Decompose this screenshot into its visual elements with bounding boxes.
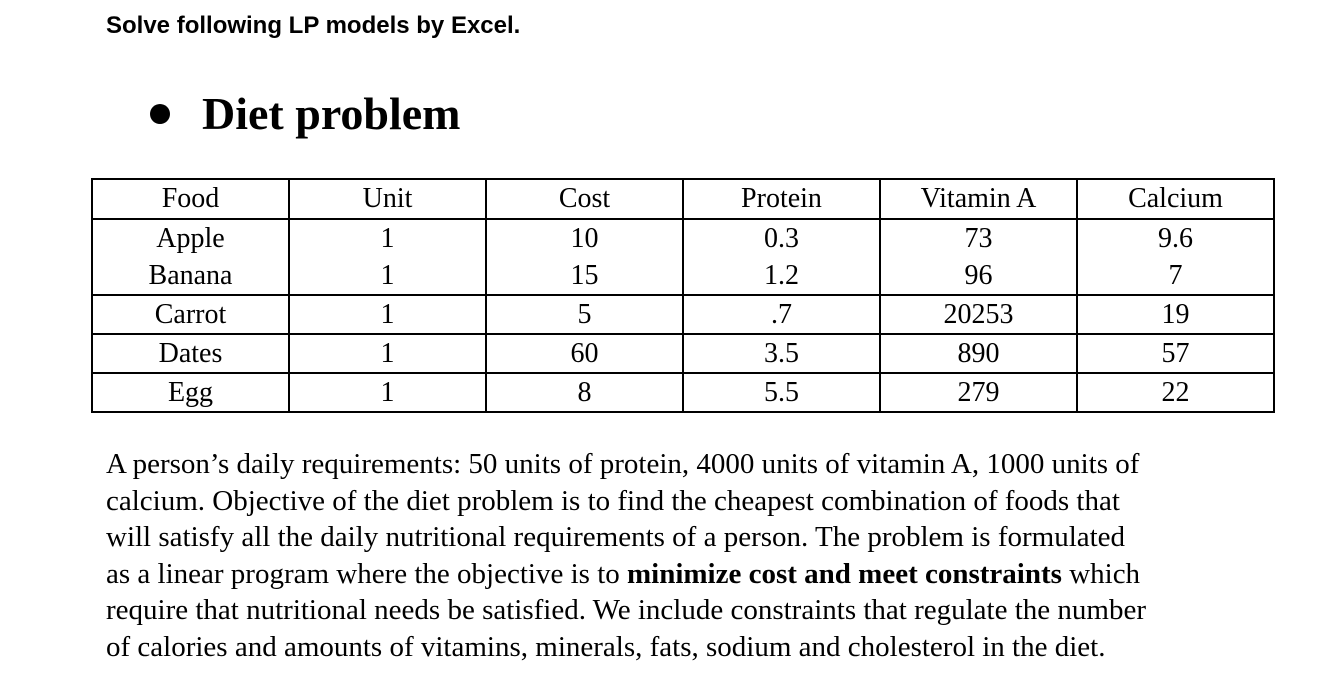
table-cell: 57 [1077, 334, 1274, 373]
bullet-dot-icon [150, 104, 170, 124]
table-row [92, 334, 1274, 373]
page-heading: Solve following LP models by Excel. [106, 12, 521, 39]
header-calcium: Calcium [1077, 179, 1274, 219]
table-cell: 5.5 [683, 373, 880, 412]
table-cell: 73 [880, 219, 1077, 257]
table-cell: 7 [1077, 257, 1274, 295]
header-protein: Protein [683, 179, 880, 219]
table-header-row [92, 179, 1274, 219]
bullet-title: Diet problem [202, 88, 461, 139]
table-row [92, 373, 1274, 412]
table-cell: 1 [289, 334, 486, 373]
paragraph-text: which [1061, 557, 1141, 590]
table-cell: 96 [880, 257, 1077, 295]
bullet-item [150, 84, 461, 144]
paragraph-text: as a linear program where the objective is to [106, 557, 627, 590]
table-cell: 10 [486, 219, 683, 257]
table-cell: 22 [1077, 373, 1274, 412]
table-cell: 60 [486, 334, 683, 373]
table-cell: 1 [289, 257, 486, 295]
table-cell: 0.3 [683, 219, 880, 257]
table-row [92, 295, 1274, 334]
table-cell: 8 [486, 373, 683, 412]
problem-description [106, 446, 1286, 665]
paragraph-line: A person’s daily requirements: 50 units of protein, 4000 units of vitamin A, 1000 units of [106, 448, 1140, 480]
table-cell: 1 [289, 295, 486, 334]
table-cell: Dates [92, 334, 289, 373]
table-cell: Banana [92, 257, 289, 295]
table-cell: Carrot [92, 295, 289, 334]
paragraph-line [106, 556, 1286, 593]
table-cell: 1 [289, 373, 486, 412]
table-cell: 5 [486, 295, 683, 334]
paragraph-line: of calories and amounts of vitamins, minerals, fats, sodium and cholesterol in the diet. [106, 630, 1106, 663]
header-vitamin-a: Vitamin A [880, 179, 1077, 219]
paragraph-line: require that nutritional needs be satisfied. We include constraints that regulate the number [106, 594, 1146, 626]
table-cell: 890 [880, 334, 1077, 373]
table-cell: 1.2 [683, 257, 880, 295]
table-row [92, 219, 1274, 257]
table-cell: 3.5 [683, 334, 880, 373]
header-unit: Unit [289, 179, 486, 219]
table-cell: Egg [92, 373, 289, 412]
table-cell: Apple [92, 219, 289, 257]
paragraph-emphasis: minimize cost and meet constraints [627, 557, 1062, 590]
header-cost: Cost [486, 179, 683, 219]
header-food: Food [92, 179, 289, 219]
table-cell: .7 [683, 295, 880, 334]
table-cell: 1 [289, 219, 486, 257]
table-cell: 279 [880, 373, 1077, 412]
paragraph-line: calcium. Objective of the diet problem is to find the cheapest combination of foods that [106, 484, 1120, 517]
table-cell: 20253 [880, 295, 1077, 334]
diet-table [91, 178, 1275, 413]
paragraph-line: will satisfy all the daily nutritional requirements of a person. The problem is formulated [106, 521, 1126, 553]
table-cell: 9.6 [1077, 219, 1274, 257]
table-cell: 19 [1077, 295, 1274, 334]
table-row [92, 257, 1274, 295]
table-cell: 15 [486, 257, 683, 295]
